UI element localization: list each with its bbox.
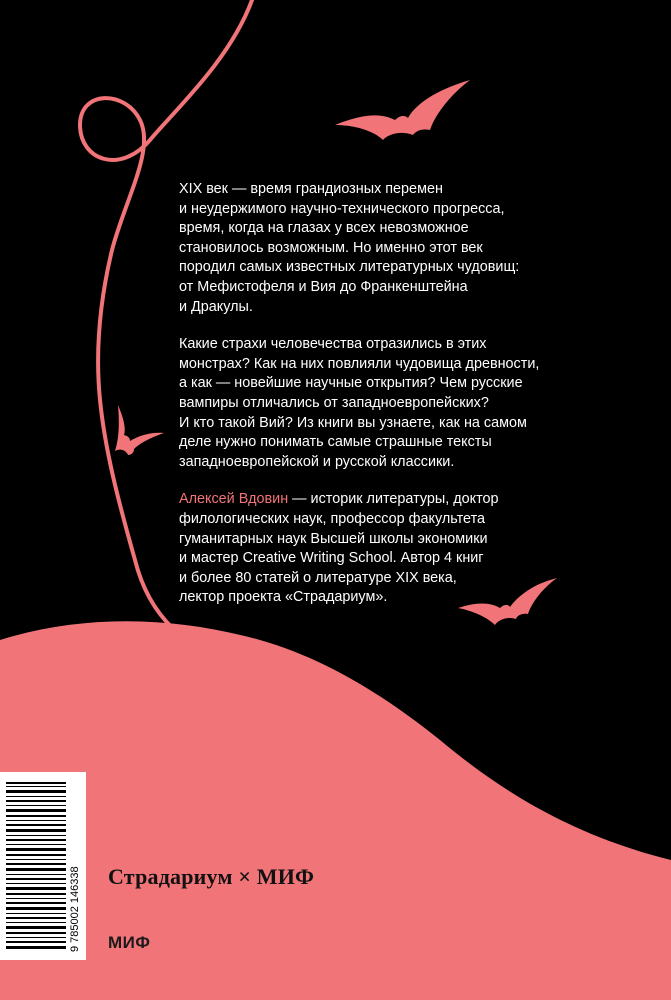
- bat-icon: [115, 405, 164, 455]
- back-cover-blurb: [179, 180, 569, 626]
- publisher-logo: МИФ: [108, 933, 151, 952]
- bat-icon: [335, 80, 470, 140]
- blurb-paragraph-2: Какие страхи человечества отразились в этих монстрах? Как на них повлияли чудовища древности, а как — новейшие научные открытия? Чем русские вампиры отличались от западноевропейских? И кто такой Вий? Из книги вы узнаете, как на самом деле нужно понимать самые страшные тексты западноевропейской и русской классики.: [179, 336, 540, 470]
- barcode-icon: [0, 772, 86, 960]
- isbn-barcode: [0, 772, 86, 960]
- author-bio: — историк литературы, доктор филологических наук, профессор факультета гуманитарных наук Высшей школы экономики и мастер Creative Writing School. Автор 4 книг и более 80 статей о литературе XIX века, лектор проекта «Страдариум».: [179, 491, 499, 606]
- pink-wave: [0, 621, 671, 1000]
- isbn-digits: 9 785002 146338: [69, 866, 81, 952]
- series-line: Страдариум × МИФ: [108, 864, 315, 889]
- author-paragraph: [179, 490, 569, 608]
- blurb-paragraph-1: XIX век — время грандиозных перемен и неудержимого научно-технического прогресса, время, когда на глазах у всех невозможное становилось возможным. Но именно этот век породил самых известных литературных чудовищ: от Мефистофеля и Вия до Франкенштейна и Дракулы.: [179, 181, 520, 315]
- author-name: Алексей Вдовин: [179, 491, 289, 508]
